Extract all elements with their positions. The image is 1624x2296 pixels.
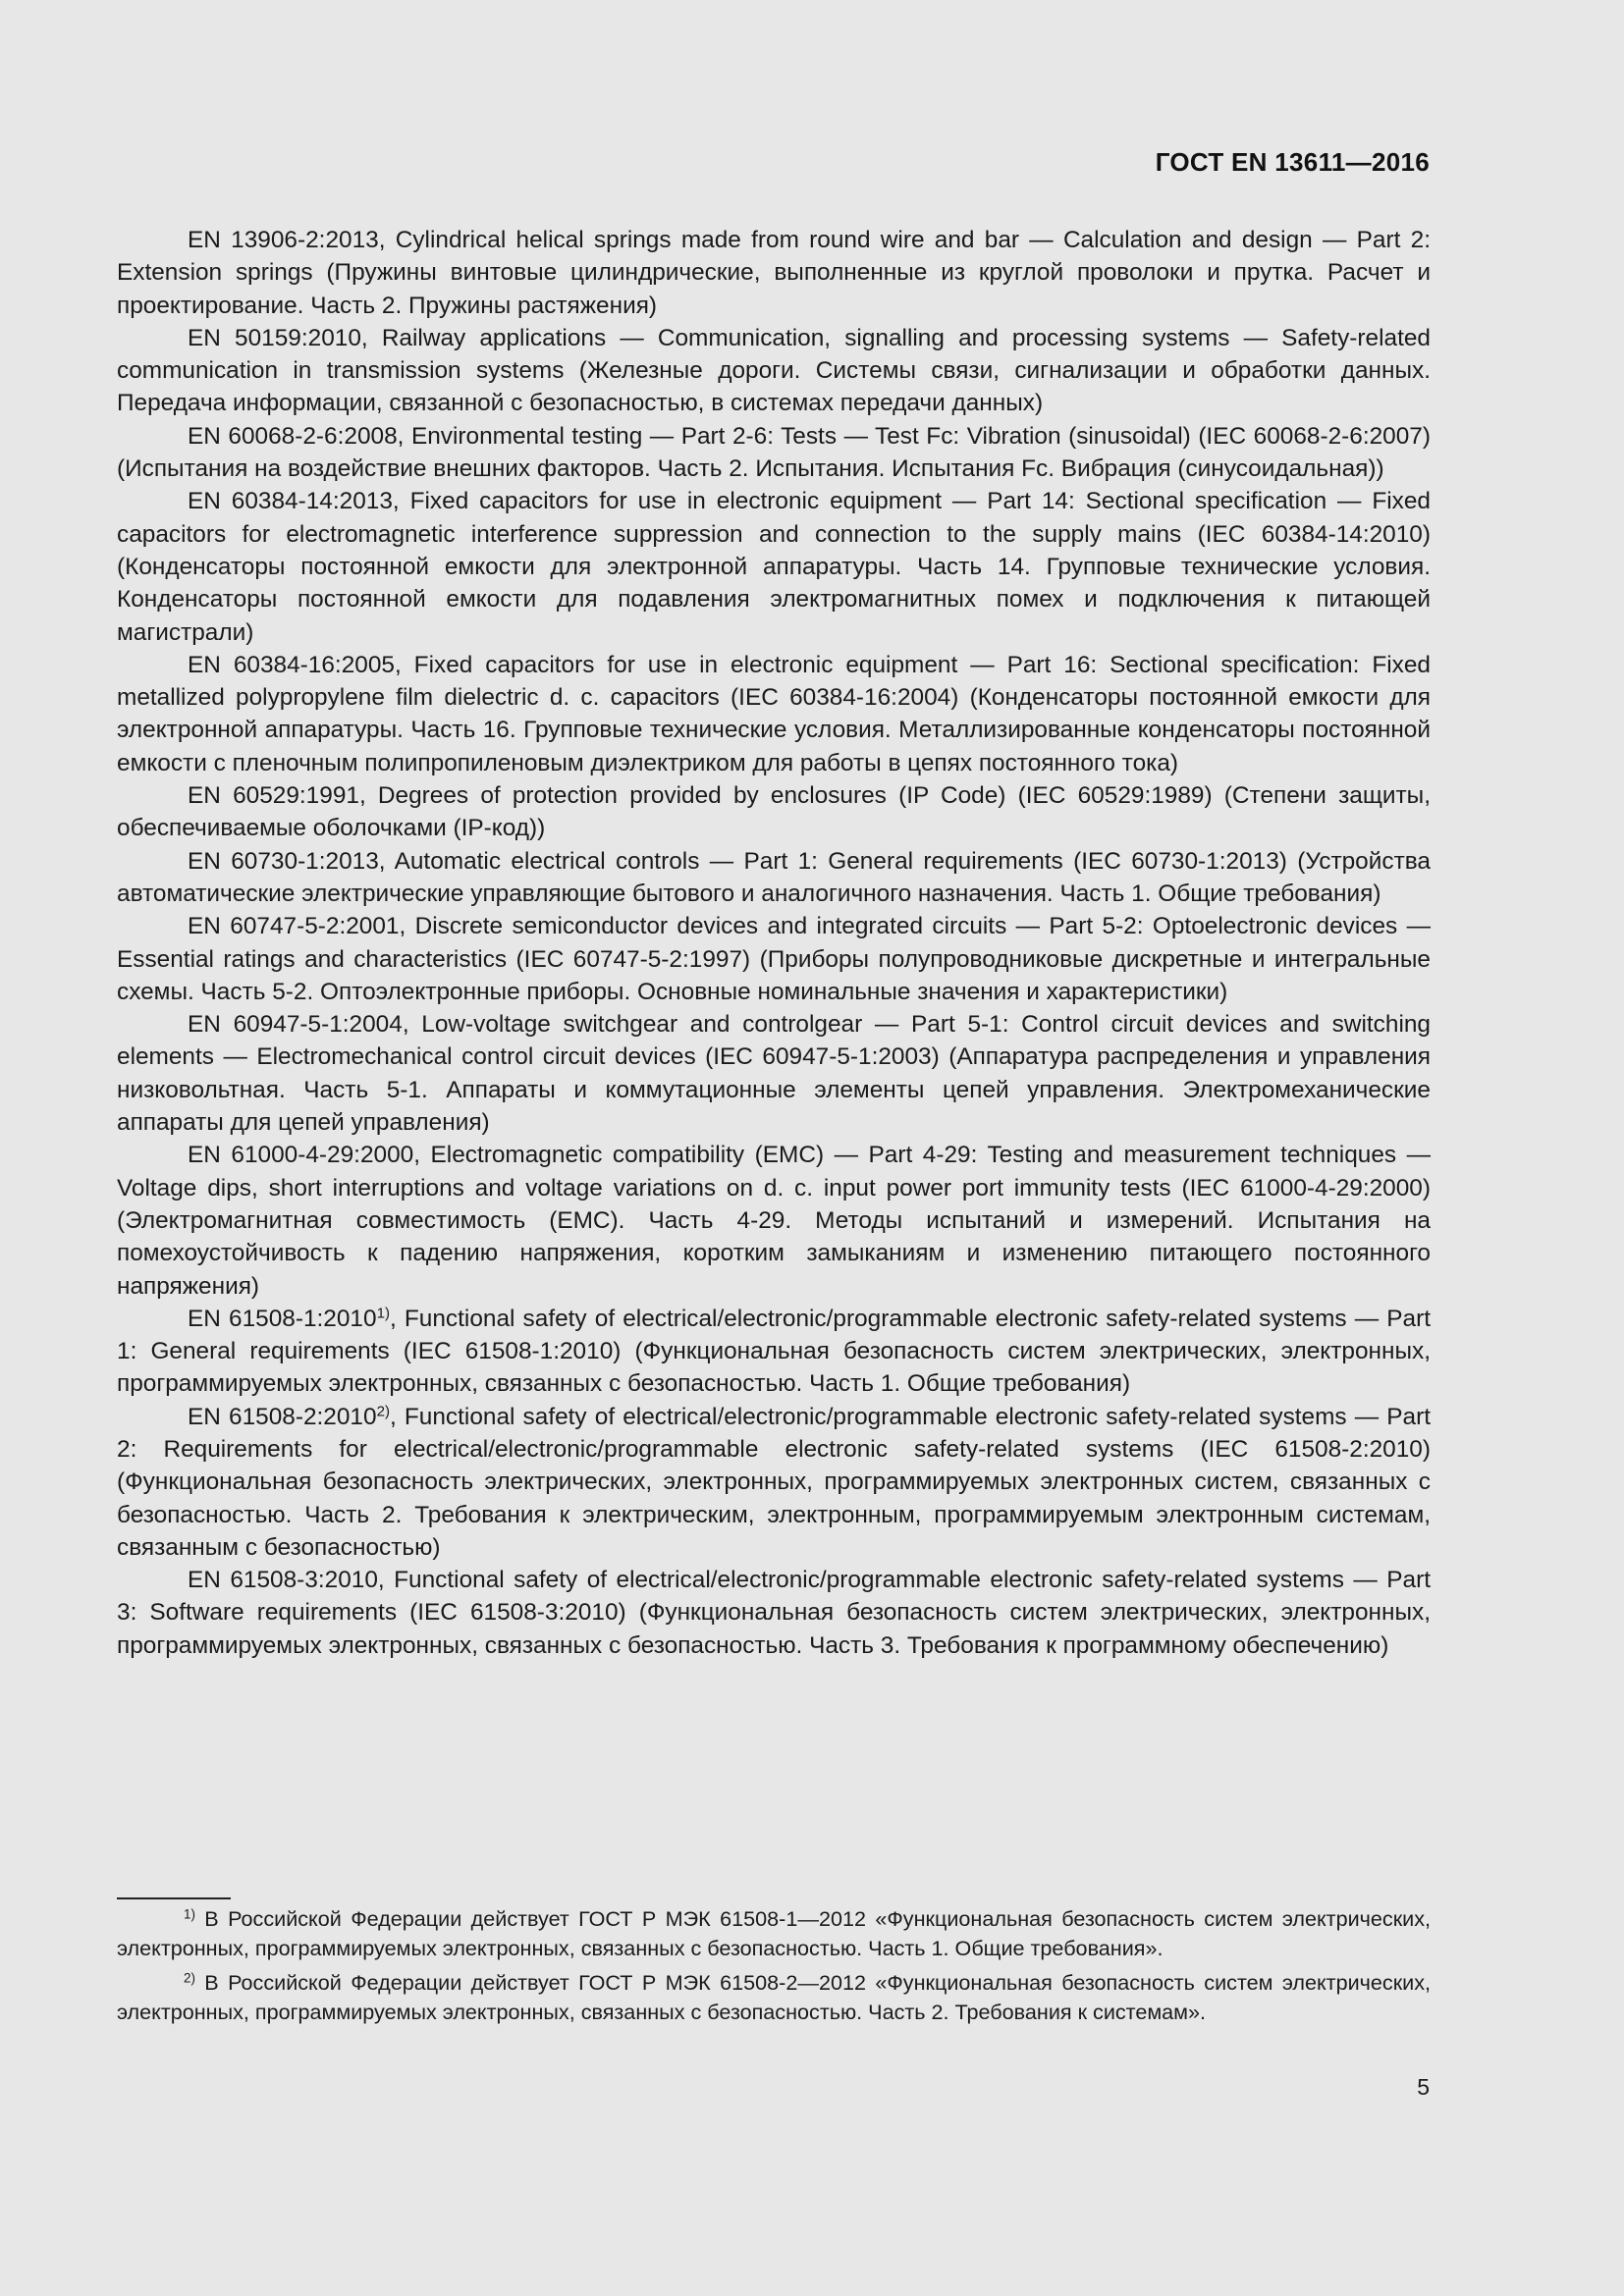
reference-entry [117,485,1431,648]
reference-text: , Functional safety of electrical/electronic/programmable electronic safety-related systems — Part 2: Requirements for electrical/electronic/programmable electronic safety-related systems (IEC 61508-2:2010) (Функциональная безопасность электрических, электронных, программируемых электронных систем, связанных с безопасностью. Часть 2. Требования к электрическим, электронным, программируемым электронным системам, связанным с безопасностью) [117,1403,1431,1561]
footnote-number: 2) [184,1970,195,1986]
footnote-text: В Российской Федерации действует ГОСТ Р МЭК 61508-2—2012 «Функциональная безопасность систем электрических, электронных, программируемых электронных, связанных с безопасностью. Часть 2. Требования к системам». [117,1970,1431,2024]
reference-text: , Fixed capacitors for use in electronic equipment — Part 16: Sectional specification: Fixed metallized polypropylene film dielectric d. c. capacitors (IEC 60384-16:2004) (Конденсаторы постоянной емкости для электронной аппаратуры. Часть 16. Групповые технические условия. Металлизированные конденсаторы постоянной емкости с пленочным полипропиленовым диэлектриком для работы в цепях постоянного тока) [117,651,1431,776]
reference-entry [117,1401,1431,1564]
reference-entry [117,1139,1431,1302]
reference-code: EN 13906-2:2013 [188,227,379,253]
page-number: 5 [1417,2074,1430,2100]
reference-code: EN 61508-3:2010 [188,1567,378,1594]
reference-code: EN 61508-2:2010 [188,1403,377,1430]
reference-entry [117,910,1431,1008]
reference-entry [117,1564,1431,1662]
reference-text: , Low-voltage switchgear and controlgear — Part 5-1: Control circuit devices and switching elements — Electromechanical control circuit devices (IEC 60947-5-1:2003) (Аппаратура распределения и управления низковольтная. Часть 5-1. Аппараты и коммутационные элементы цепей управления. Электромеханические аппараты для цепей управления) [117,1011,1431,1137]
footnote-text: В Российской Федерации действует ГОСТ Р МЭК 61508-1—2012 «Функциональная безопасность систем электрических, электронных, программируемых электронных, связанных с безопасностью. Часть 1. Общие требования». [117,1906,1431,1960]
footnotes [117,1904,1431,2032]
footnote-separator [117,1897,231,1899]
reference-code: EN 60068-2-6:2008 [188,422,398,450]
reference-text: , Fixed capacitors for use in electronic equipment — Part 14: Sectional specification — Fixed capacitors for electromagnetic interference suppression and connection to the supply mains (IEC 60384-14:2010) (Конденсаторы постоянной емкости для электронной аппаратуры. Часть 14. Групповые технические условия. Конденсаторы постоянной емкости для подавления электромагнитных помех и подключения к питающей магистрали) [117,488,1431,646]
reference-text: , Automatic electrical controls — Part 1: General requirements (IEC 60730-1:2013) (Устройства автоматические электрические управляющие бытового и аналогичного назначения. Часть 1. Общие требования) [117,847,1431,907]
reference-text: , Discrete semiconductor devices and integrated circuits — Part 5-2: Optoelectronic devices — Essential ratings and characteristics (IEC 60747-5-2:1997) (Приборы полупроводниковые дискретные и интегральные схемы. Часть 5-2. Оптоэлектронные приборы. Основные номинальные значения и характеристики) [117,913,1431,1005]
reference-entry [117,649,1431,779]
reference-code: EN 60730-1:2013 [188,847,379,875]
reference-code: EN 60529:1991 [188,782,359,810]
footnote-number: 1) [184,1906,195,1922]
reference-entry [117,322,1431,420]
reference-entry [117,1303,1431,1401]
reference-code: EN 61508-1:2010 [188,1305,377,1332]
reference-text: , Electromagnetic compatibility (EMC) — Part 4-29: Testing and measurement techniques — Voltage dips, short interruptions and voltage variations on d. c. input power port immunity tests (IEC 61000-4-29:2000) (Электромагнитная совместимость (ЕМС). Часть 4-29. Методы испытаний и измерений. Испытания на помехоустойчивость к падению напряжения, коротким замыканиям и изменению питающего постоянного напряжения) [117,1142,1431,1300]
reference-text: , Functional safety of electrical/electronic/programmable electronic safety-related systems — Part 3: Software requirements (IEC 61508-3:2010) (Функциональная безопасность систем электрических, электронных, программируемых электронных, связанных с безопасностью. Часть 3. Требования к программному обеспечению) [117,1567,1431,1659]
reference-text: , Environmental testing — Part 2-6: Tests — Test Fc: Vibration (sinusoidal) (IEC 60068-2-6:2007) (Испытания на воздействие внешних факторов. Часть 2. Испытания. Испытания Fc. Вибрация (синусоидальная)) [117,422,1431,483]
reference-text: , Railway applications — Communication, signalling and processing systems — Safety-related communication in transmission systems (Железные дороги. Системы связи, сигнализации и обработки данных. Передача информации, связанной с безопасностью, в системах передачи данных) [117,324,1431,417]
reference-code: EN 50159:2010 [188,324,361,351]
reference-text: , Functional safety of electrical/electronic/programmable electronic safety-related systems — Part 1: General requirements (IEC 61508-1:2010) (Функциональная безопасность систем электрических, электронных, программируемых электронных, связанных с безопасностью. Часть 1. Общие требования) [117,1305,1431,1398]
reference-text: , Degrees of protection provided by enclosures (IP Code) (IEC 60529:1989) (Степени защиты, обеспечиваемые оболочками (IP-код)) [117,782,1431,842]
reference-text: , Cylindrical helical springs made from round wire and bar — Calculation and design — Part 2: Extension springs (Пружины винтовые цилиндрические, выполненные из круглой проволоки и прутка. Расчет и проектирование. Часть 2. Пружины растяжения) [117,227,1431,319]
normative-references [117,224,1431,1662]
footnote-marker: 1) [376,1305,390,1322]
reference-code: EN 60947-5-1:2004 [188,1011,403,1039]
footnote [117,1904,1431,1962]
footnote-marker: 2) [376,1403,390,1420]
reference-entry [117,779,1431,845]
reference-code: EN 60384-14:2013 [188,488,393,515]
reference-entry [117,1008,1431,1139]
reference-code: EN 61000-4-29:2000 [188,1142,414,1169]
standard-header: ГОСТ EN 13611—2016 [1155,147,1430,177]
reference-entry [117,845,1431,911]
reference-entry [117,420,1431,486]
reference-code: EN 60384-16:2005 [188,651,395,678]
reference-code: EN 60747-5-2:2001 [188,913,400,940]
footnote [117,1968,1431,2026]
reference-entry [117,224,1431,322]
